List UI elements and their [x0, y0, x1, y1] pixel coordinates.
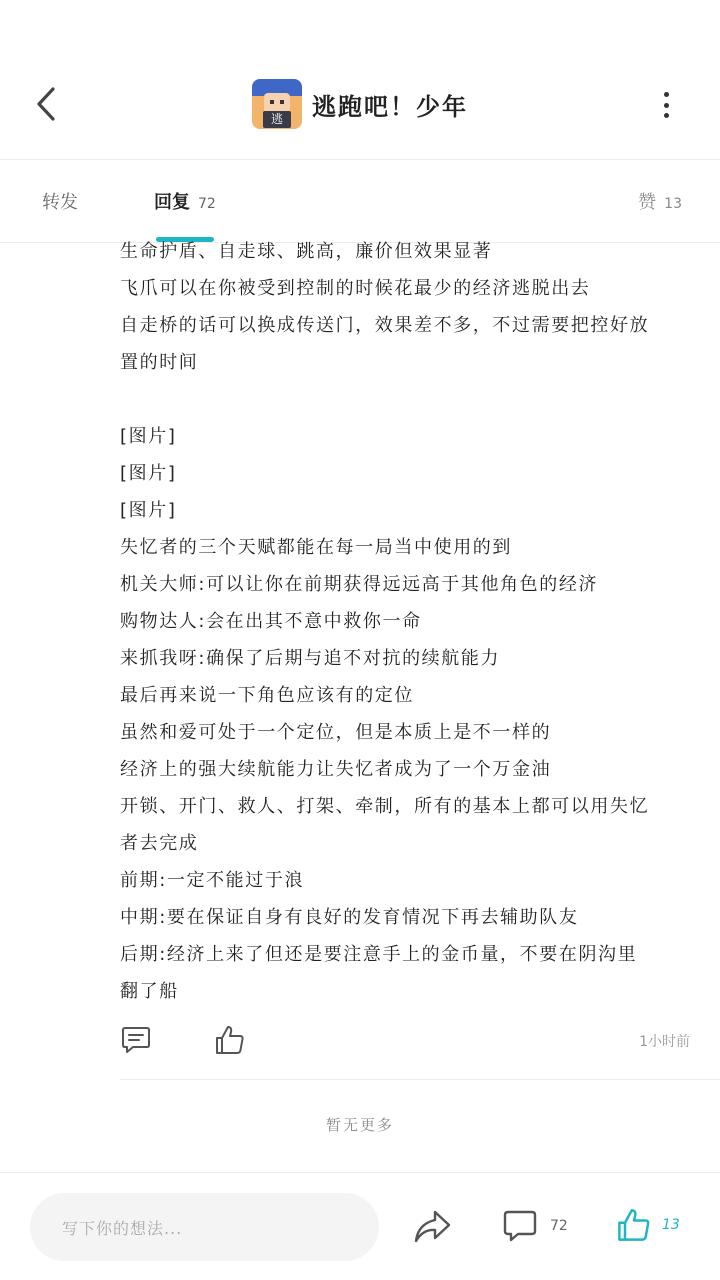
content-line: 来抓我呀:确保了后期与追不对抗的续航能力 [120, 648, 501, 669]
content-line: 失忆者的三个天赋都能在每一局当中使用的到 [120, 537, 512, 558]
no-more-label: 暂无更多 [325, 1116, 394, 1134]
tab-reply-label: 回复 [154, 192, 190, 213]
content-line: 经济上的强大续航能力让失忆者成为了一个万金油 [120, 759, 552, 780]
tab-like-label: 赞 [638, 192, 657, 213]
tab-forward-label: 转发 [42, 192, 78, 213]
content-line: 生命护盾、自走球、跳高，廉价但效果显著 [120, 241, 493, 262]
tab-forward[interactable] [42, 188, 78, 214]
content-line: 虽然和爱可处于一个定位，但是本质上是不一样的 [120, 722, 552, 743]
game-icon [252, 79, 302, 129]
tab-reply[interactable] [154, 188, 216, 214]
image-placeholder[interactable]: [图片] [120, 426, 177, 447]
content-line: 后期:经济上来了但还是要注意手上的金币量，不要在阴沟里 [120, 944, 638, 965]
post-like-button[interactable] [214, 1024, 246, 1060]
content-line: 最后再来说一下角色应该有的定位 [120, 685, 414, 706]
more-menu-button[interactable] [654, 88, 678, 122]
thumbs-up-icon [214, 1024, 246, 1056]
post-timestamp: 1小时前 [639, 1034, 690, 1050]
content-line: 翻了船 [120, 981, 179, 1002]
content-line: 飞爪可以在你被受到控制的时候花最少的经济逃脱出去 [120, 278, 591, 299]
game-icon-sign: 逃 [263, 111, 291, 128]
more-vertical-icon [664, 92, 669, 97]
bottom-action-bar [0, 1172, 720, 1280]
comment-input[interactable] [30, 1193, 379, 1261]
post-actions [120, 1022, 690, 1062]
page-title: 逃跑吧！少年 [312, 92, 468, 121]
tab-like-count: 13 [664, 196, 682, 212]
content-line: 机关大师:可以让你在前期获得远远高于其他角色的经济 [120, 574, 599, 595]
comment-icon [502, 1208, 538, 1244]
comment-input-placeholder: 写下你的想法... [62, 1218, 183, 1238]
tab-bar [0, 160, 720, 242]
title-group[interactable] [0, 78, 720, 130]
bottom-like-button[interactable] [616, 1207, 680, 1243]
content-line: 中期:要在保证自身有良好的发育情况下再去辅助队友 [120, 907, 579, 928]
like-count: 13 [662, 1217, 680, 1233]
share-button[interactable] [412, 1208, 452, 1250]
share-icon [412, 1208, 452, 1246]
tab-reply-count: 72 [198, 196, 216, 212]
post-content [120, 233, 700, 1005]
image-placeholder[interactable]: [图片] [120, 463, 177, 484]
post-comment-button[interactable] [120, 1024, 152, 1060]
content-line: 前期:一定不能过于浪 [120, 870, 305, 891]
top-header [0, 0, 720, 160]
content-line-blank [120, 381, 700, 418]
content-line: 开锁、开门、救人、打架、牵制，所有的基本上都可以用失忆 [120, 796, 650, 817]
content-line: 者去完成 [120, 833, 199, 854]
image-placeholder[interactable]: [图片] [120, 500, 177, 521]
post-divider [120, 1079, 720, 1080]
tab-like[interactable] [638, 188, 682, 214]
comment-count: 72 [550, 1218, 568, 1234]
thumbs-up-icon [616, 1207, 652, 1243]
comment-icon [120, 1024, 152, 1056]
bottom-comment-button[interactable] [502, 1208, 568, 1244]
content-line: 购物达人:会在出其不意中救你一命 [120, 611, 422, 632]
content-line: 置的时间 [120, 352, 199, 373]
content-line: 自走桥的话可以换成传送门，效果差不多，不过需要把控好放 [120, 315, 650, 336]
